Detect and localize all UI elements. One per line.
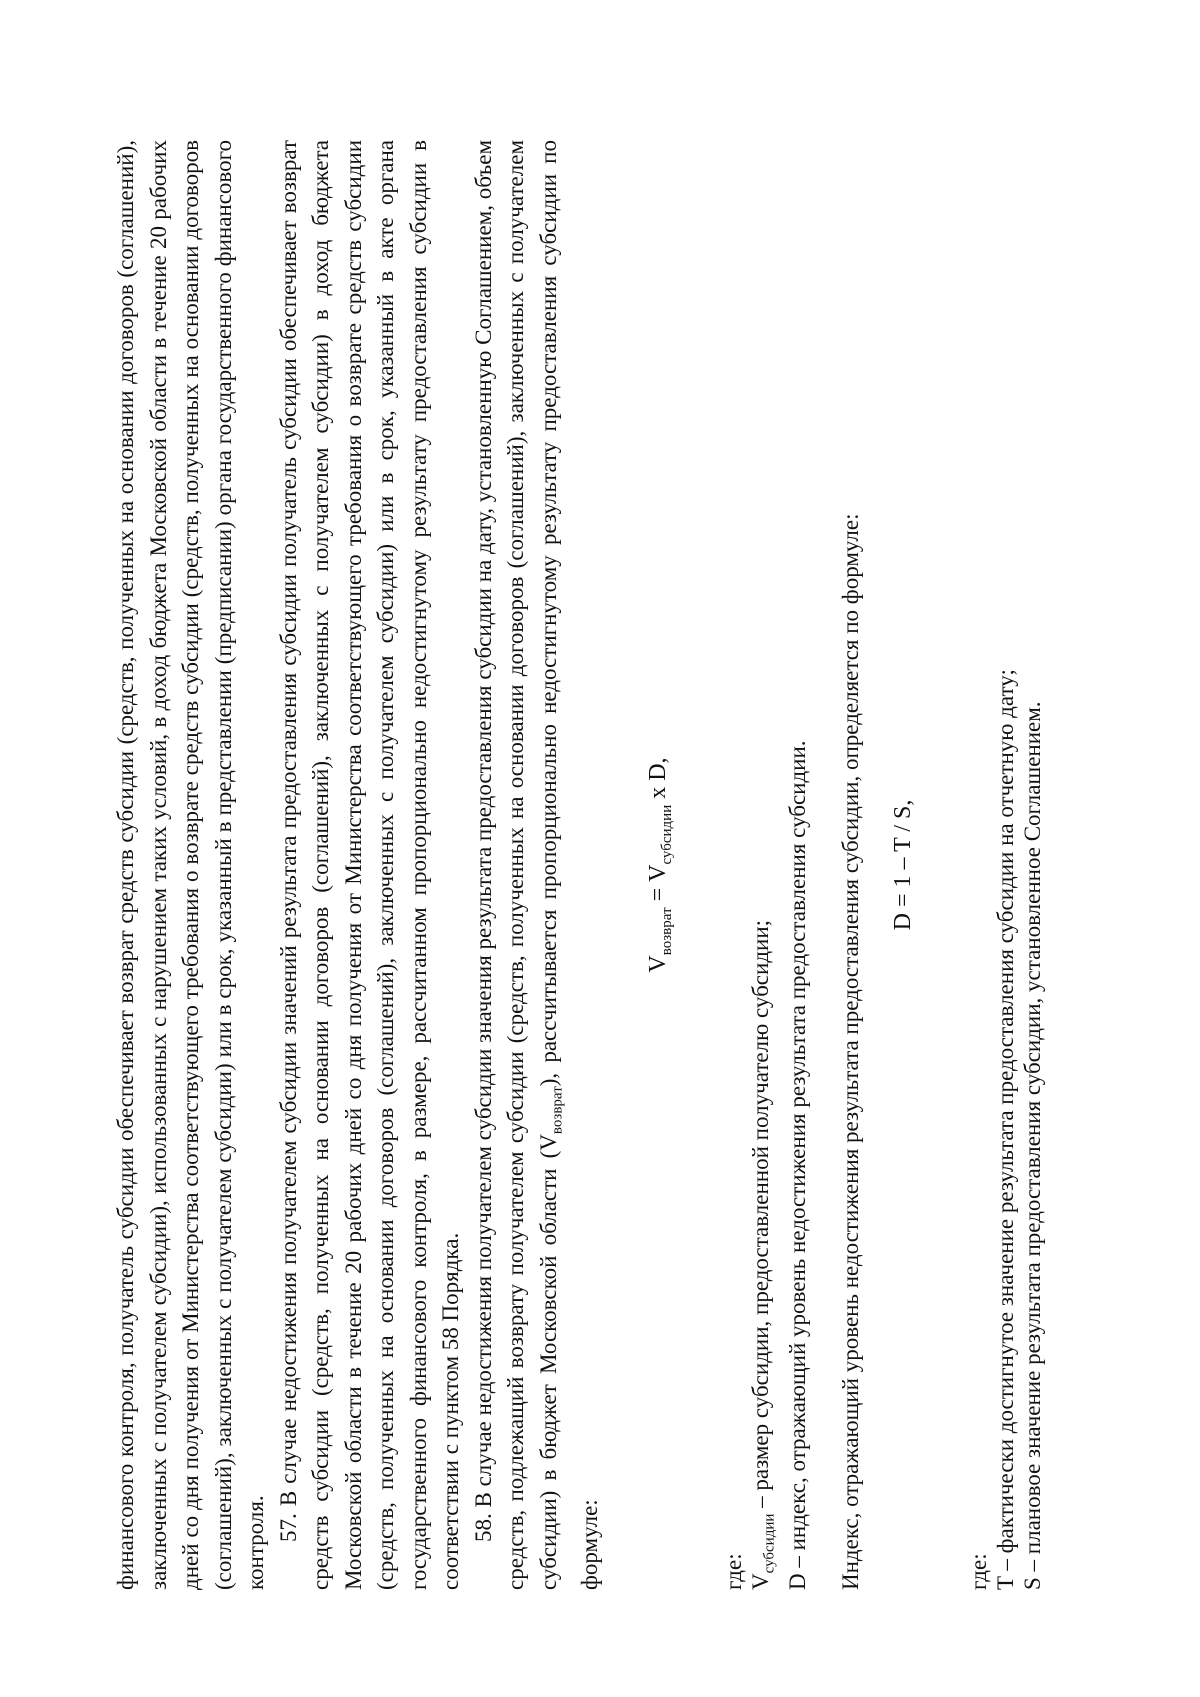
definitions-formula2 [965, 140, 1046, 1590]
paragraph-57: 57. В случае недостижения получателем субсидии значений результата предоставления субсидии получатель субсидии обеспечивает возврат средств субсидии (средств, полученных на основании договоров (соглашений), заключенных с получателем субсидии) в доход бюджета Московской области в течение 20 рабочих дней со дня получения от Министерства соответствующего требования о возврате средств субсидии (средств, полученных на основании договоров (соглашений), заключенных с получателем субсидии) или в срок, указанный в акте органа государственного финансового контроля, в размере, рассчитанном пропорционально недостигнутому результату предоставления субсидии в соответствии с пунктом 58 Порядка. [275, 140, 463, 1590]
rotated-page-content [110, 140, 1120, 1590]
paragraph-56-continuation: финансового контроля, получатель субсидии обеспечивает возврат средств субсидии (средств, полученных на основании договоров (соглашений), заключенных с получателем субсидии), использованных с нарушением таких условий, в доход бюджета Московской области в течение 20 рабочих дней со дня получения от Министерства соответствующего требования о возврате средств субсидии (средств, полученных на основании договоров (соглашений), заключенных с получателем субсидии) или в срок, указанный в представлении (предписании) органа государственного финансового контроля. [113, 140, 268, 1590]
paragraph-58-subscript: возврат [549, 1086, 566, 1135]
where-label-2: где: [966, 1553, 991, 1590]
paragraph-58 [468, 140, 607, 1590]
index-description: Индекс, отражающий уровень недостижения результата предоставления субсидии, определяется по формуле: [838, 513, 863, 1590]
def1-v: V [748, 1573, 773, 1590]
formula-return-volume [645, 140, 676, 1590]
def1-text: – размер субсидии, предоставленной получателю субсидии; [748, 919, 773, 1514]
text-block-main [110, 140, 606, 1590]
paragraph-58-tail: ), рассчитывается пропорционально недостигнутому результату предоставления субсидии по формуле: [535, 140, 602, 1590]
formula1-eq: = V [645, 864, 671, 908]
definition-t: T – фактически достигнутое значение результата предоставления субсидии на отчетную дату; [993, 669, 1018, 1590]
definition-d: D – индекс, отражающий уровень недостижения результата предоставления субсидии. [784, 740, 810, 1590]
def1-sub: субсидии [761, 1513, 778, 1574]
paragraph-58-main: 58. В случае недостижения получателем субсидии значения результата предоставления субсидии на дату, установленную Соглашением, объем средств, подлежащий возврату получателем субсидии (средств, полученных на основании договоров (соглашений), заключенных с получателем субсидии) в бюджет Московской области (V [470, 139, 561, 1590]
definitions-formula1 [720, 140, 811, 1590]
formula1-sub-right: субсидии [658, 804, 675, 865]
definition-s: S – плановое значение результата предоставления субсидии, установленное Соглашением. [1020, 701, 1045, 1590]
definition-v-subsidy [747, 140, 784, 1590]
formula1-sub-left: возврат [658, 907, 675, 956]
formula-index: D = 1 – T / S, [890, 799, 916, 931]
where-label-1: где: [721, 1553, 746, 1590]
formula1-tail: x D, [645, 757, 671, 805]
formula1-v: V [645, 955, 671, 973]
